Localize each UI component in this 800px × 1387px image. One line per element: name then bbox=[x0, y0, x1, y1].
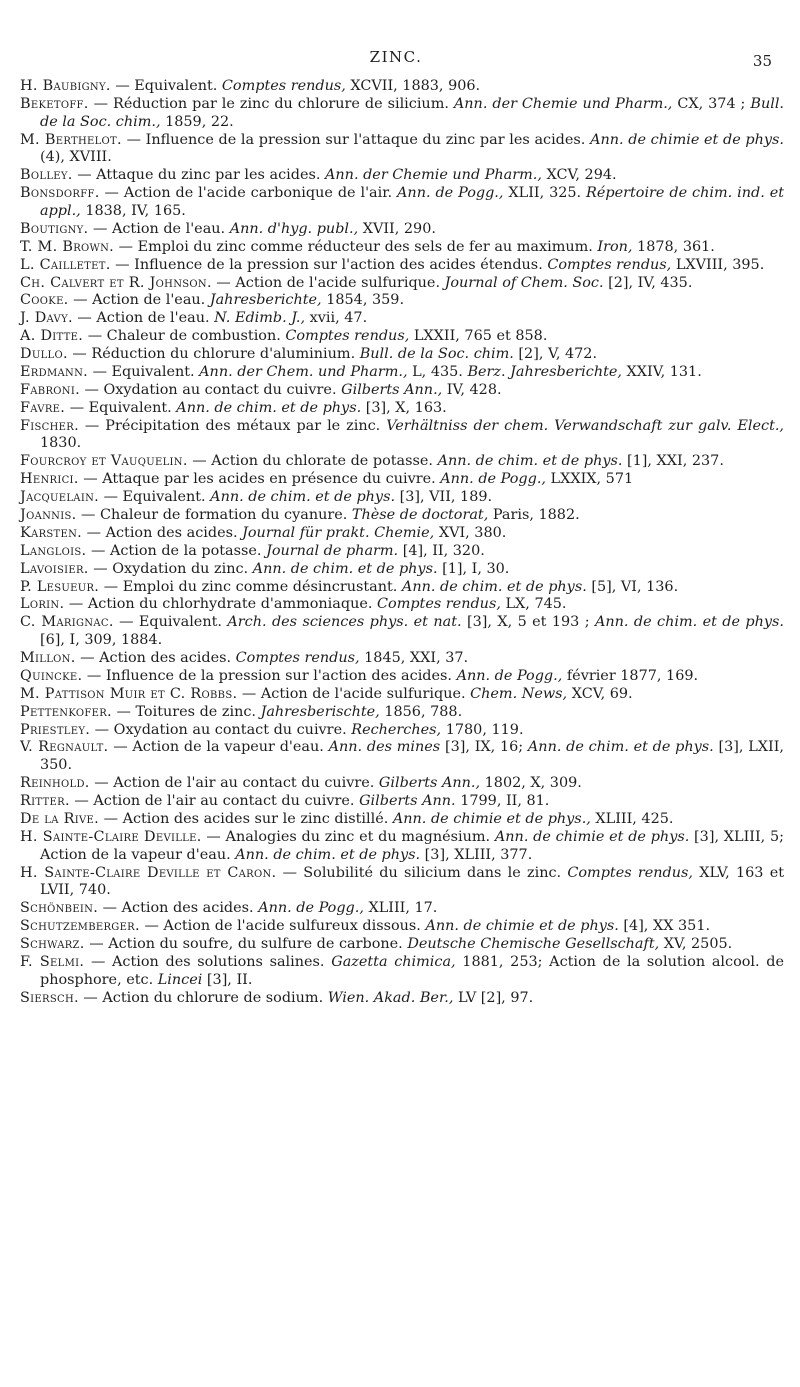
entry-source-title: Ann. der Chemie und Pharm., bbox=[453, 95, 673, 112]
entry-author: J. Davy. bbox=[20, 310, 73, 327]
entry-author: Jacquelain. bbox=[20, 489, 100, 506]
entry-text: — Action de l'air au contact du cuivre. bbox=[89, 775, 379, 792]
entry-source-title: Bull. de la Soc. chim., bbox=[40, 95, 784, 130]
entry-author: Erdmann. bbox=[20, 363, 88, 380]
entry-text: XCVII, 1883, 906. bbox=[345, 78, 481, 94]
entry-source-title: Gilberts Ann., bbox=[378, 775, 481, 792]
bibliography-entry bbox=[20, 292, 784, 310]
entry-source-title: Gilberts Ann., bbox=[341, 381, 443, 398]
entry-text: février 1877, 169. bbox=[562, 667, 699, 684]
entry-author: H. Baubigny. bbox=[20, 78, 111, 94]
entry-author: M. Pattison Muir et C. Robbs. bbox=[20, 685, 238, 702]
entry-text: (4), XVIII. bbox=[40, 149, 112, 166]
entry-source-title: Comptes rendus, bbox=[235, 650, 360, 667]
entry-text: — Oxydation du zinc. bbox=[88, 560, 253, 577]
bibliography-entry bbox=[20, 453, 784, 471]
bibliography-entry bbox=[20, 650, 784, 668]
bibliography-entry bbox=[20, 310, 784, 328]
entry-source-title: Thèse de doctorat, bbox=[351, 507, 489, 523]
entry-text: — Solubilité du silicium dans le zinc. bbox=[276, 864, 568, 881]
entry-author: Langlois. bbox=[20, 542, 87, 559]
bibliography-entry bbox=[20, 167, 784, 185]
entry-author: Beketoff. bbox=[20, 95, 89, 112]
entry-source-title: Répertoire de chim. ind. et appl., bbox=[40, 185, 784, 219]
entry-text: — Action des solutions salines. bbox=[84, 953, 332, 970]
entry-text: — Action des acides sur le zinc distillé. bbox=[99, 810, 393, 827]
entry-author: F. Selmi. bbox=[20, 953, 85, 970]
bibliography-entry bbox=[20, 865, 784, 901]
entry-source-title: Verhältniss der chem. Verwandschaft zur galv. Elect., bbox=[386, 417, 784, 434]
entry-author: Schönbein. bbox=[20, 900, 99, 917]
entry-source-title: Gilberts Ann. bbox=[359, 793, 456, 810]
entry-author: Favre. bbox=[20, 399, 66, 416]
entry-text: Paris, 1882. bbox=[488, 507, 580, 523]
entry-source-title: Arch. des sciences phys. et nat. bbox=[227, 614, 462, 631]
bibliography-entry bbox=[20, 328, 784, 346]
page-number: 35 bbox=[752, 52, 772, 70]
entry-author: Boutigny. bbox=[20, 220, 89, 237]
entry-source-title: Ann. de chimie et de phys. bbox=[425, 918, 619, 935]
entry-source-title: Ann. de chim. et de phys. bbox=[235, 846, 421, 863]
entry-author: Pettenkofer. bbox=[20, 703, 112, 720]
bibliography-entry bbox=[20, 525, 784, 543]
entry-author: Schwarz. bbox=[20, 936, 85, 952]
entry-text: XVII, 290. bbox=[358, 220, 436, 237]
entry-text: LXXII, 765 et 858. bbox=[409, 328, 548, 345]
entry-text: 1859, 22. bbox=[160, 113, 234, 130]
entry-text: LV [2], 97. bbox=[453, 989, 534, 1006]
entry-author: Bonsdorff. bbox=[20, 185, 100, 202]
entry-source-title: Ann. de chimie et de phys. bbox=[494, 828, 690, 845]
entry-source-title: Ann. de chim. et de phys. bbox=[594, 614, 784, 631]
entry-text: — Action du soufre, du sulfure de carbone. bbox=[84, 936, 408, 952]
entry-text: — Equivalent. bbox=[110, 78, 222, 94]
entry-text: — Influence de la pression sur l'action des acides. bbox=[82, 667, 457, 684]
entry-text: — Action du chlorure de sodium. bbox=[78, 989, 328, 1006]
entry-source-title: Ann. de chimie et de phys., bbox=[392, 810, 591, 827]
entry-text: — Toitures de zinc. bbox=[111, 703, 261, 720]
entry-text: — Action des acides. bbox=[75, 650, 236, 667]
bibliography-entry bbox=[20, 418, 784, 454]
bibliography-entry bbox=[20, 793, 784, 811]
entry-text: L, 435. bbox=[407, 363, 468, 380]
entry-text: — Action des acides. bbox=[98, 900, 259, 917]
entry-text: xvii, 47. bbox=[305, 310, 368, 327]
entry-source-title: Lincei bbox=[157, 971, 203, 988]
entry-source-title: Journal of Chem. Soc. bbox=[444, 274, 604, 291]
entry-text: [2], IV, 435. bbox=[603, 274, 693, 291]
entry-author: Ch. Calvert et R. Johnson. bbox=[20, 274, 212, 291]
entry-text: [3], II. bbox=[202, 971, 253, 988]
entry-text: [6], I, 309, 1884. bbox=[40, 632, 163, 649]
bibliography-entry bbox=[20, 257, 784, 275]
entry-source-title: Comptes rendus, bbox=[285, 328, 410, 345]
bibliography-entry bbox=[20, 739, 784, 775]
bibliography-entry bbox=[20, 543, 784, 561]
entry-text: — Attaque du zinc par les acides. bbox=[72, 167, 326, 184]
entry-source-title: Deutsche Chemische Gesellschaft, bbox=[407, 936, 660, 952]
entry-author: Siersch. bbox=[20, 989, 79, 1006]
entry-author: Cooke. bbox=[20, 292, 69, 309]
entry-source-title: Ann. de Pogg., bbox=[397, 185, 504, 202]
entry-text: [3], X, 5 et 193 ; bbox=[461, 614, 595, 631]
entry-text: — Précipitation des métaux par le zinc. bbox=[78, 417, 387, 434]
entry-source-title: Journal de pharm. bbox=[266, 542, 399, 559]
entry-text: — Action de l'air au contact du cuivre. bbox=[69, 793, 360, 810]
entry-text: — Influence de la pression sur l'attaque du zinc par les acides. bbox=[121, 131, 591, 148]
entry-text: — Action du chlorate de potasse. bbox=[187, 453, 438, 470]
entry-text: — Action du chlorhydrate d'ammoniaque. bbox=[64, 596, 378, 613]
bibliography-entry bbox=[20, 346, 784, 364]
bibliography-entry bbox=[20, 686, 784, 704]
bibliography-entry bbox=[20, 918, 784, 936]
bibliography-entry bbox=[20, 596, 784, 614]
entry-source-title: Ann. de Pogg., bbox=[258, 900, 364, 917]
entry-source-title: Iron, bbox=[597, 238, 633, 255]
entry-source-title: Ann. de chim. et de phys. bbox=[527, 739, 714, 756]
entry-author: P. Lesueur. bbox=[20, 578, 100, 595]
entry-text: — Oxydation au contact du cuivre. bbox=[79, 381, 342, 398]
entry-source-title: Ann. der Chemie und Pharm., bbox=[325, 167, 542, 184]
entry-author: Lorin. bbox=[20, 596, 65, 613]
entry-text: XLIII, 17. bbox=[363, 900, 438, 917]
bibliography-entry bbox=[20, 561, 784, 579]
entry-text: 1780, 119. bbox=[441, 721, 524, 738]
entry-source-title: Ann. de chim. et de phys. bbox=[252, 560, 438, 577]
entry-text: 1830. bbox=[40, 435, 82, 452]
bibliography-entry bbox=[20, 96, 784, 132]
entry-text: — Emploi du zinc comme réducteur des sels de fer au maximum. bbox=[114, 238, 598, 255]
entry-text: CX, 374 ; bbox=[672, 95, 751, 112]
entry-source-title: Ann. de chim. et de phys. bbox=[401, 578, 587, 595]
entry-text: — Equivalent. bbox=[65, 399, 177, 416]
entry-source-title: Ann. der Chem. und Pharm., bbox=[199, 363, 408, 380]
bibliography-entry bbox=[20, 668, 784, 686]
entry-source-title: Comptes rendus, bbox=[547, 256, 672, 273]
entry-author: Lavoisier. bbox=[20, 560, 89, 577]
entry-text: XLIII, 425. bbox=[590, 810, 674, 827]
entry-author: H. Sainte-Claire Deville et Caron. bbox=[20, 864, 277, 881]
bibliography-entry bbox=[20, 775, 784, 793]
entry-text: [3], IX, 16; bbox=[440, 739, 528, 756]
bibliography-entry bbox=[20, 78, 784, 96]
entry-author: De la Rive. bbox=[20, 810, 100, 827]
bibliography-entry bbox=[20, 382, 784, 400]
entry-source-title: Journal für prakt. Chemie, bbox=[242, 524, 435, 541]
entry-author: Millon. bbox=[20, 650, 76, 667]
entry-text: — Action de l'eau. bbox=[72, 310, 215, 327]
entry-text: — Chaleur de formation du cyanure. bbox=[76, 507, 352, 523]
entry-source-title: Ann. de Pogg., bbox=[440, 471, 546, 488]
entry-author: Karsten. bbox=[20, 524, 83, 541]
entry-text: [4], II, 320. bbox=[398, 542, 485, 559]
entry-text: 1845, XXI, 37. bbox=[359, 650, 469, 667]
bibliography-entry bbox=[20, 614, 784, 650]
entry-source-title: Ann. d'hyg. publ., bbox=[229, 220, 359, 237]
entry-text: — Action de l'acide sulfurique. bbox=[237, 685, 471, 702]
entry-text: — Action de l'acide carbonique de l'air. bbox=[99, 185, 398, 202]
entry-source-title: Jahresberischte, bbox=[260, 703, 380, 720]
entry-text: — Action de l'eau. bbox=[88, 220, 230, 237]
bibliography-entry bbox=[20, 829, 784, 865]
bibliography-entry bbox=[20, 722, 784, 740]
entry-text: — Action de l'acide sulfureux dissous. bbox=[139, 918, 426, 935]
entry-source-title: N. Edimb. J., bbox=[214, 310, 306, 327]
entry-text: — Action de l'acide sulfurique. bbox=[211, 274, 445, 291]
entry-text: — Chaleur de combustion. bbox=[83, 328, 286, 345]
entry-text: — Influence de la pression sur l'action des acides étendus. bbox=[110, 256, 548, 273]
entry-source-title: Comptes rendus, bbox=[567, 864, 693, 881]
entry-source-title: Comptes rendus, bbox=[377, 596, 501, 613]
entry-text: — Action de la vapeur d'eau. bbox=[108, 739, 329, 756]
entry-text: [3], VII, 189. bbox=[395, 489, 493, 506]
entry-text: — Réduction par le zinc du chlorure de silicium. bbox=[88, 95, 454, 112]
entry-source-title: Gazetta chimica, bbox=[331, 953, 456, 970]
entry-text: 1856, 788. bbox=[379, 703, 463, 720]
entry-author: Bolley. bbox=[20, 167, 73, 184]
entry-text: [3], X, 163. bbox=[361, 399, 447, 416]
entry-text: IV, 428. bbox=[442, 381, 502, 398]
bibliography-entry bbox=[20, 400, 784, 418]
running-title: ZINC. bbox=[369, 48, 423, 66]
entry-author: V. Regnault. bbox=[20, 739, 109, 756]
entry-text: — Attaque par les acides en présence du cuivre. bbox=[78, 471, 441, 488]
entry-author: Priestley. bbox=[20, 721, 91, 738]
bibliography-entry bbox=[20, 704, 784, 722]
bibliography-entry bbox=[20, 275, 784, 293]
bibliography-list bbox=[20, 78, 784, 1007]
running-header bbox=[20, 46, 772, 70]
entry-author: Ritter. bbox=[20, 793, 70, 810]
entry-text: — Equivalent. bbox=[113, 614, 228, 631]
entry-text: XCV, 294. bbox=[541, 167, 617, 184]
entry-source-title: Comptes rendus, bbox=[221, 78, 346, 94]
entry-author: T. M. Brown. bbox=[20, 238, 115, 255]
bibliography-entry bbox=[20, 132, 784, 168]
entry-author: Quincke. bbox=[20, 667, 83, 684]
entry-text: 1881, 253; Action de la solution alcool. de phosphore, etc. bbox=[40, 953, 784, 988]
entry-source-title: Ann. de chim. et de phys. bbox=[210, 489, 396, 506]
entry-author: Fourcroy et Vauquelin. bbox=[20, 453, 188, 470]
entry-source-title: Ann. de Pogg., bbox=[456, 667, 563, 684]
entry-source-title: Berz. Jahresberichte, bbox=[467, 363, 622, 380]
entry-source-title: Ann. de chimie et de phys. bbox=[590, 131, 784, 148]
entry-author: L. Cailletet. bbox=[20, 256, 111, 273]
entry-source-title: Wien. Akad. Ber., bbox=[327, 989, 454, 1006]
entry-source-title: Chem. News, bbox=[470, 685, 568, 702]
entry-text: 1799, II, 81. bbox=[455, 793, 550, 810]
entry-author: Reinhold. bbox=[20, 775, 90, 792]
bibliography-entry bbox=[20, 507, 784, 525]
entry-author: Fischer. bbox=[20, 417, 79, 434]
entry-text: — Action de la potasse. bbox=[86, 542, 267, 559]
entry-text: XCV, 69. bbox=[567, 685, 633, 702]
bibliography-entry bbox=[20, 954, 784, 990]
entry-text: XXIV, 131. bbox=[621, 363, 702, 380]
bibliography-entry bbox=[20, 221, 784, 239]
bibliography-entry bbox=[20, 364, 784, 382]
bibliography-entry bbox=[20, 185, 784, 221]
bibliography-entry bbox=[20, 471, 784, 489]
entry-author: Dullo. bbox=[20, 346, 68, 363]
entry-text: — Equivalent. bbox=[99, 489, 211, 506]
bibliography-entry bbox=[20, 811, 784, 829]
entry-text: 1802, X, 309. bbox=[480, 775, 582, 792]
entry-text: XLII, 325. bbox=[503, 185, 587, 202]
bibliography-entry bbox=[20, 239, 784, 257]
entry-text: [4], XX 351. bbox=[618, 918, 711, 935]
entry-text: 1878, 361. bbox=[632, 238, 715, 255]
bibliography-entry bbox=[20, 936, 784, 954]
entry-source-title: Bull. de la Soc. chim. bbox=[359, 346, 514, 363]
entry-text: — Réduction du chlorure d'aluminium. bbox=[67, 346, 360, 363]
entry-text: [5], VI, 136. bbox=[586, 578, 679, 595]
entry-text: [3], XLIII, 5; Action de la vapeur d'eau. bbox=[40, 828, 784, 863]
entry-text: 1854, 359. bbox=[321, 292, 405, 309]
entry-text: — Oxydation au contact du cuivre. bbox=[90, 721, 352, 738]
entry-author: Henrici. bbox=[20, 471, 79, 488]
entry-text: LX, 745. bbox=[500, 596, 567, 613]
entry-text: — Action des acides. bbox=[82, 524, 243, 541]
entry-source-title: Ann. de chim. et de phys. bbox=[176, 399, 362, 416]
entry-text: [3], XLIII, 377. bbox=[420, 846, 533, 863]
entry-author: Joannis. bbox=[20, 507, 77, 523]
bibliography-entry bbox=[20, 489, 784, 507]
entry-text: — Equivalent. bbox=[88, 363, 200, 380]
entry-text: [2], V, 472. bbox=[513, 346, 598, 363]
entry-author: C. Marignac. bbox=[20, 614, 114, 631]
bibliography-entry bbox=[20, 579, 784, 597]
entry-text: [1], I, 30. bbox=[437, 560, 510, 577]
entry-author: M. Berthelot. bbox=[20, 131, 122, 148]
entry-text: XV, 2505. bbox=[659, 936, 733, 952]
bibliography-entry bbox=[20, 990, 784, 1008]
bibliography-entry bbox=[20, 900, 784, 918]
entry-text: LXVIII, 395. bbox=[671, 256, 765, 273]
entry-author: Fabroni. bbox=[20, 381, 80, 398]
entry-text: LXXIX, 571 bbox=[545, 471, 634, 488]
entry-text: 1838, IV, 165. bbox=[80, 202, 186, 219]
entry-source-title: Ann. de chim. et de phys. bbox=[437, 453, 623, 470]
entry-text: [3], LXII, 350. bbox=[40, 739, 784, 774]
entry-source-title: Ann. des mines bbox=[328, 739, 441, 756]
entry-text: — Emploi du zinc comme désincrustant. bbox=[99, 578, 402, 595]
entry-author: H. Sainte-Claire Deville. bbox=[20, 828, 202, 845]
entry-text: XLV, 163 et LVII, 740. bbox=[40, 864, 784, 899]
entry-text: — Action de l'eau. bbox=[68, 292, 210, 309]
entry-text: XVI, 380. bbox=[434, 524, 507, 541]
entry-author: A. Ditte. bbox=[20, 328, 84, 345]
entry-author: Schutzemberger. bbox=[20, 918, 140, 935]
entry-text: [1], XXI, 237. bbox=[622, 453, 724, 470]
entry-source-title: Jahresberichte, bbox=[209, 292, 322, 309]
entry-text: — Analogies du zinc et du magnésium. bbox=[201, 828, 495, 845]
entry-source-title: Recherches, bbox=[351, 721, 442, 738]
